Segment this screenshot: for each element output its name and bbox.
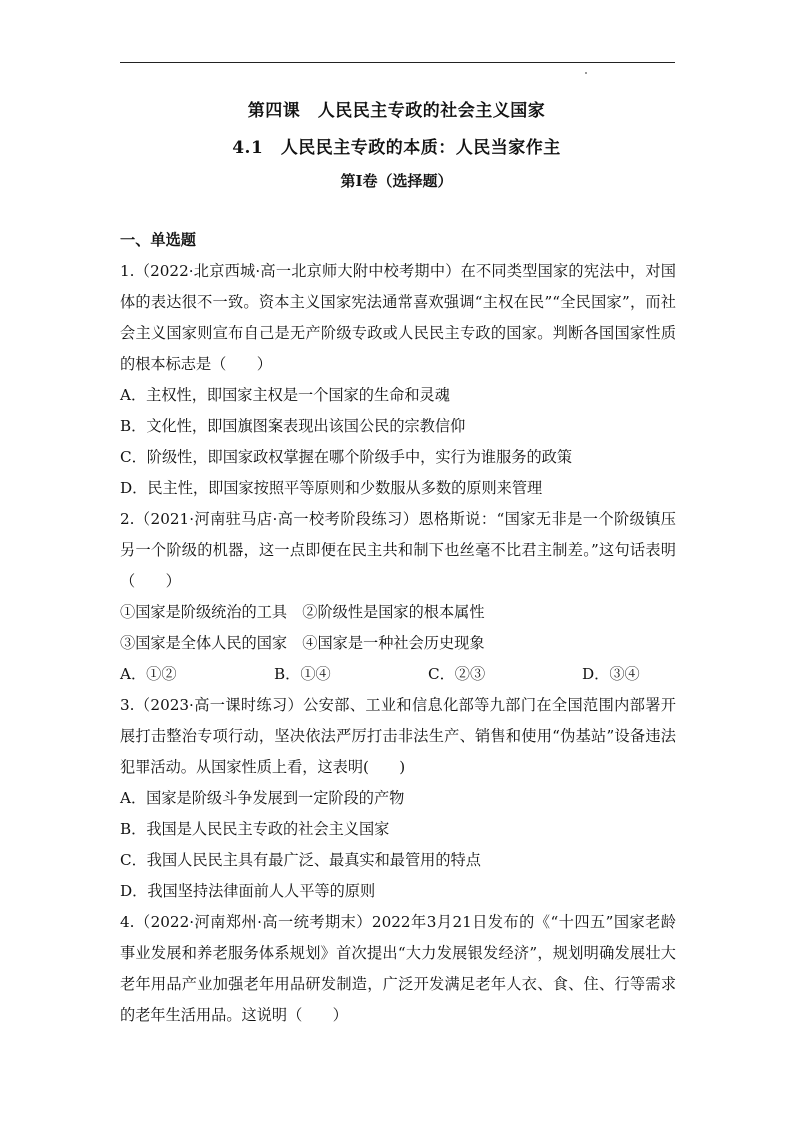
section-title: 4.1 人民民主专政的本质：人民当家作主 [232,138,561,158]
option-c: C．②③ [428,665,486,683]
option-row [120,659,676,690]
header-rule [120,62,675,63]
statement-row: ①国家是阶级统治的工具 ②阶级性是国家的根本属性 [120,603,485,621]
question-4 [120,907,676,1031]
option-d: D．我国坚持法律面前人人平等的原则 [120,882,376,900]
option-a: A．主权性，即国家主权是一个国家的生命和灵魂 [120,386,450,404]
question-stem: 2.（2021·河南驻马店·高一校考阶段练习）恩格斯说：“国家无非是一个阶级镇压另一个阶级的机器，这一点即便在民主共和制下也丝毫不比君主制差。”这句话表明（ ） [120,510,676,590]
question-stem: 1.（2022·北京西城·高一北京师大附中校考期中）在不同类型国家的宪法中，对国体的表达很不一致。资本主义国家宪法通常喜欢强调“主权在民”“全民国家”，而社会主义国家则宣布自己是无产阶级专政或人民民主专政的国家。判断各国国家性质的根本标志是（ ） [120,262,676,373]
option-c: C．阶级性，即国家政权掌握在哪个阶级手中，实行为谁服务的政策 [120,448,573,466]
option-d: D．民主性，即国家按照平等原则和少数服从多数的原则来管理 [120,479,543,497]
question-3 [120,690,676,907]
header-dot [585,72,587,74]
section-heading: 一、单选题 [120,231,196,249]
option-c: C．我国人民民主具有最广泛、最真实和最管用的特点 [120,851,481,869]
option-b: B．①④ [274,665,331,683]
option-a: A．国家是阶级斗争发展到一定阶段的产物 [120,789,405,807]
option-b: B．文化性，即国旗图案表现出该国公民的宗教信仰 [120,417,466,435]
statement-row: ③国家是全体人民的国家 ④国家是一种社会历史现象 [120,634,485,652]
question-1 [120,256,676,504]
volume-title: 第I卷（选择题） [340,172,453,190]
question-stem: 3.（2023·高一课时练习）公安部、工业和信息化部等九部门在全国范围内部署开展打击整治专项行动，坚决依法严厉打击非法生产、销售和使用“伪基站”设备违法犯罪活动。从国家性质上看，这表明( ) [120,696,676,776]
option-b: B．我国是人民民主专政的社会主义国家 [120,820,390,838]
question-stem: 4.（2022·河南郑州·高一统考期末）2022年3月21日发布的《“十四五”国家老龄事业发展和养老服务体系规划》首次提出“大力发展银发经济”，规划明确发展壮大老年用品产业加强老年用品研发制造，广泛开发满足老年人衣、食、住、行等需求的老年生活用品。这说明（ ） [120,913,676,1024]
question-2 [120,504,676,690]
question-list [120,225,676,1031]
option-d: D．③④ [582,665,640,683]
lesson-title: 第四课 人民民主专政的社会主义国家 [247,101,546,121]
option-a: A．①② [120,665,177,683]
